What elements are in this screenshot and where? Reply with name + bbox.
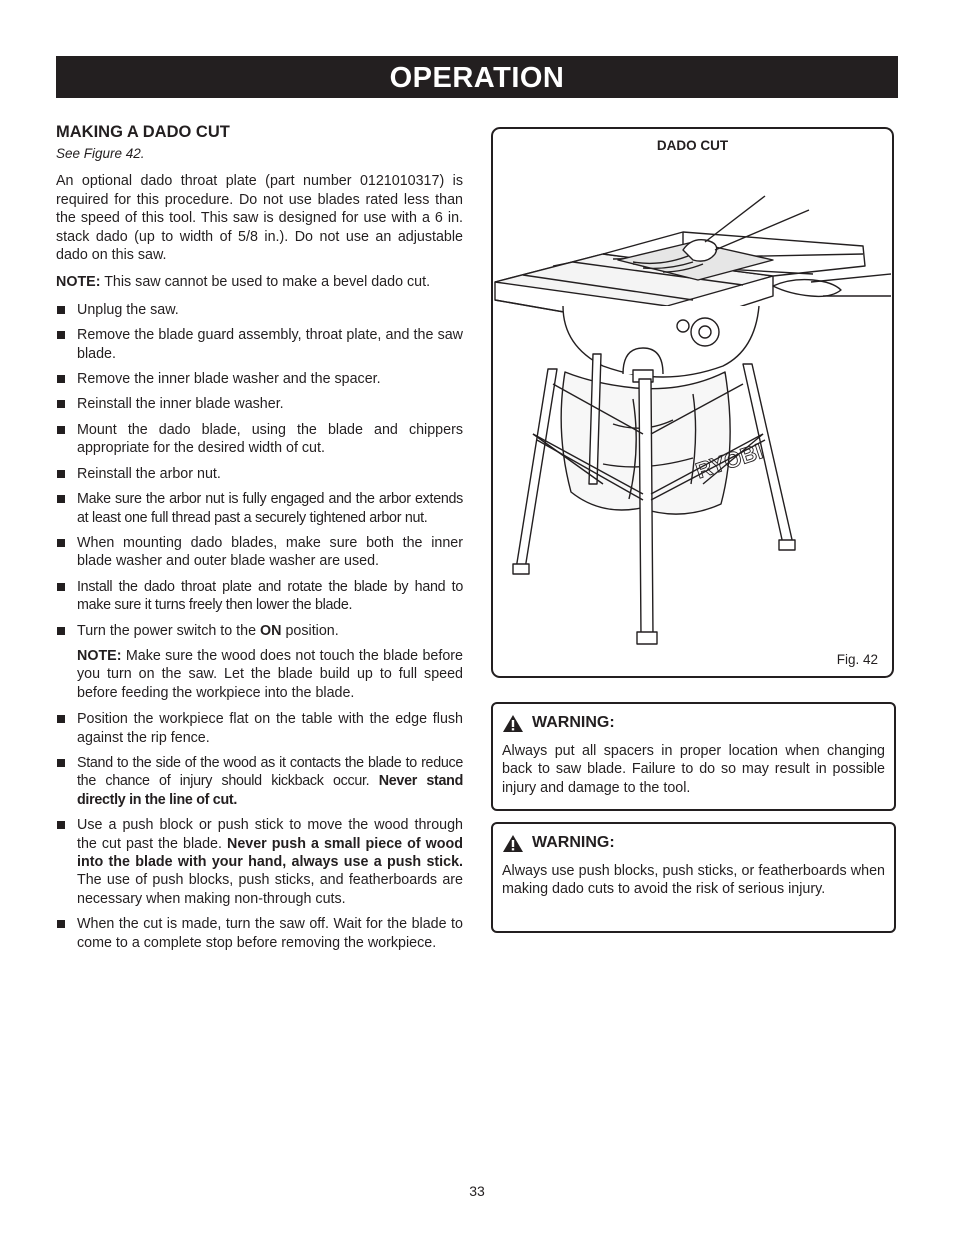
- figure-box: [491, 127, 894, 678]
- step-text: Position the workpiece flat on the table with the edge flush against the rip fence.: [77, 711, 463, 746]
- list-item: [56, 622, 463, 640]
- list-item: [56, 534, 463, 571]
- note-label: NOTE:: [56, 274, 101, 291]
- step-text: The use of push blocks, push sticks, and featherboards are necessary when making non-through cuts.: [77, 872, 463, 907]
- step-text: Make sure the arbor nut is fully engaged and the arbor extends at least one full thread past a securely tightened arbor nut.: [77, 491, 463, 526]
- step-text: Stand to the side of the wood as it contacts the blade to reduce the chance of injury should kickback occur.: [77, 754, 463, 790]
- list-item: [56, 301, 463, 319]
- bullet-icon: [57, 627, 65, 635]
- bullet-icon: [57, 400, 65, 408]
- table-saw-illustration: [493, 184, 891, 654]
- figure-caption: Fig. 42: [836, 652, 878, 667]
- list-item: [56, 816, 463, 908]
- note-label: NOTE:: [77, 647, 122, 664]
- figure-reference: See Figure 42.: [56, 146, 145, 161]
- bullet-icon: [57, 583, 65, 591]
- note-text: Make sure the wood does not touch the blade before you turn on the saw. Let the blade build up to full speed before feeding the workpiece into the blade.: [77, 647, 463, 701]
- note-text: This saw cannot be used to make a bevel dado cut.: [100, 274, 431, 291]
- step-text: Turn the power switch to the: [77, 622, 261, 639]
- section-header: [56, 56, 898, 98]
- step-list: [56, 710, 463, 952]
- step-text: Install the dado throat plate and rotate the blade by hand to make sure it turns freely then lower the blade.: [77, 578, 463, 614]
- bullet-icon: [57, 426, 65, 434]
- warning-triangle-icon: [502, 834, 524, 853]
- bullet-icon: [57, 759, 65, 767]
- bullet-icon: [57, 495, 65, 503]
- step-text: When the cut is made, turn the saw off. Wait for the blade to come to a complete stop before removing the workpiece.: [77, 916, 463, 951]
- page-title: OPERATION: [389, 62, 565, 94]
- step-text: Remove the inner blade washer and the spacer.: [77, 371, 381, 388]
- warning-text: Always use push blocks, push sticks, or featherboards when making dado cuts to avoid the risk of serious injury.: [502, 863, 885, 898]
- bevel-note: [56, 273, 463, 291]
- bullet-icon: [57, 375, 65, 383]
- intro-paragraph: An optional dado throat plate (part number 0121010317) is required for this procedure. Do not use blades rated less than the speed of this tool. This saw is designed for use with a 6 in. stack dado (up to width of 5/8 in.). Do not use an adjustable dado on this saw.: [56, 173, 463, 264]
- bullet-icon: [57, 539, 65, 547]
- step-bold-text: Never stand directly in the line of cut.: [77, 773, 464, 808]
- bullet-icon: [57, 331, 65, 339]
- page-number: 33: [469, 1183, 485, 1199]
- step-text: Reinstall the inner blade washer.: [77, 396, 284, 413]
- list-item: [56, 421, 463, 458]
- brand-logo: RYOBI: [692, 438, 766, 484]
- instructions-column: [56, 122, 463, 959]
- step-bold-text: Never push a small piece of wood into the blade with your hand, always use a push stick.: [77, 835, 464, 870]
- warning-box: [491, 702, 896, 811]
- list-item: [56, 578, 463, 615]
- list-item: [56, 915, 463, 952]
- step-text: Use a push block or push stick to move the wood through the cut past the blade.: [77, 817, 463, 852]
- warning-triangle-icon: [502, 714, 524, 733]
- list-item: [56, 395, 463, 413]
- step-bold-text: ON: [260, 622, 282, 639]
- list-item: [56, 710, 463, 747]
- list-item: [56, 490, 463, 527]
- bullet-icon: [57, 920, 65, 928]
- bullet-icon: [57, 821, 65, 829]
- step-text: Remove the blade guard assembly, throat plate, and the saw blade.: [77, 327, 463, 362]
- step-text: When mounting dado blades, make sure both the inner blade washer and outer blade washer are used.: [77, 534, 463, 570]
- step-text: Unplug the saw.: [77, 301, 179, 318]
- warning-header: [502, 834, 885, 853]
- warning-box: [491, 822, 896, 933]
- warning-title: WARNING:: [532, 834, 615, 852]
- bullet-icon: [57, 306, 65, 314]
- step-text: Mount the dado blade, using the blade and chippers appropriate for the desired width of cut.: [77, 421, 463, 457]
- speed-note: [56, 647, 463, 702]
- step-text: Reinstall the arbor nut.: [77, 465, 221, 482]
- figure-title: DADO CUT: [656, 138, 729, 153]
- bullet-icon: [57, 715, 65, 723]
- warning-header: [502, 714, 885, 733]
- warning-title: WARNING:: [532, 714, 615, 732]
- list-item: [56, 754, 463, 809]
- warning-text: Always put all spacers in proper location when changing back to saw blade. Failure to do so may result in possible injury and damage to the tool.: [502, 743, 885, 796]
- section-title: MAKING A DADO CUT: [56, 123, 230, 141]
- list-item: [56, 326, 463, 363]
- step-text: position.: [281, 622, 339, 639]
- list-item: [56, 465, 463, 483]
- bullet-icon: [57, 470, 65, 478]
- step-list: [56, 301, 463, 640]
- list-item: [56, 370, 463, 388]
